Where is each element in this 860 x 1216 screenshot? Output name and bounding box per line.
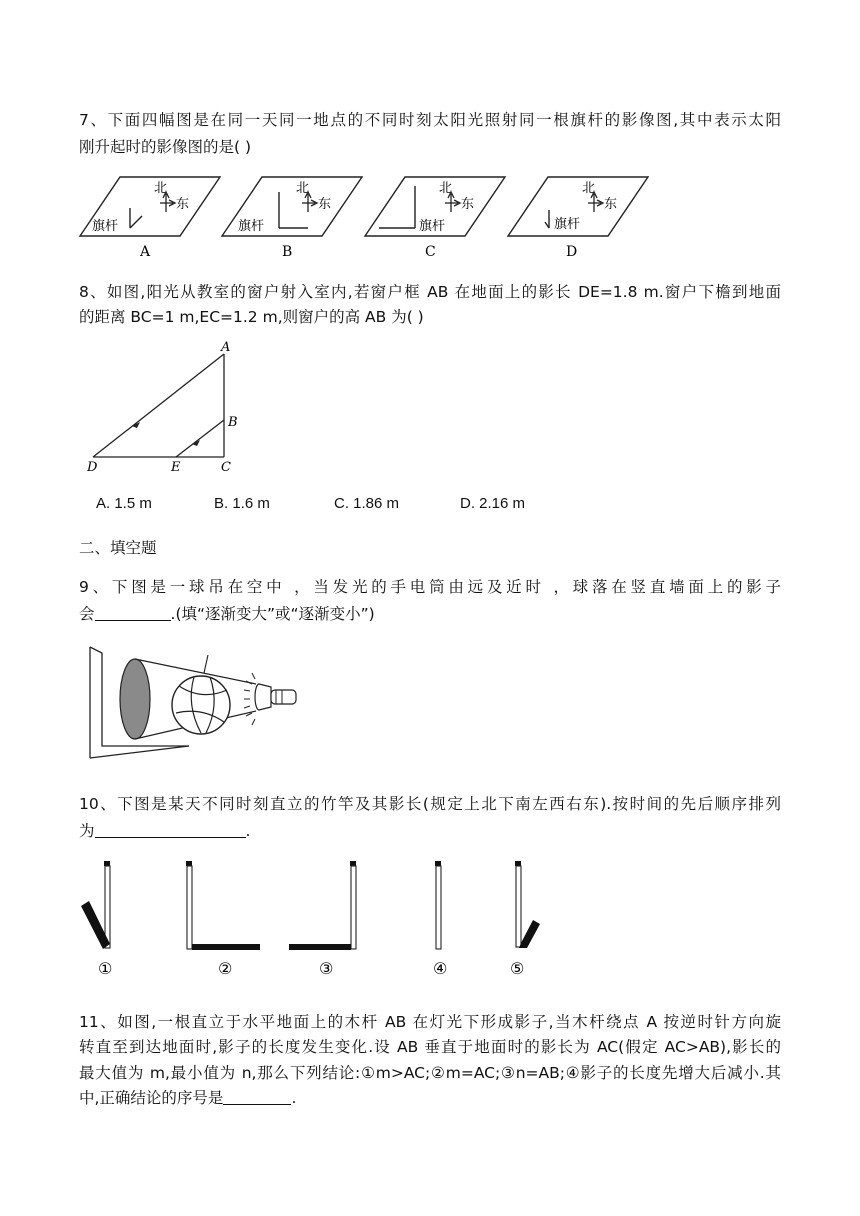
figure-label: C bbox=[425, 244, 436, 260]
ray-ad bbox=[93, 354, 224, 457]
figure-label: A bbox=[140, 244, 151, 260]
section-heading: 二、填空题 bbox=[79, 539, 157, 557]
q9-suffix: .(填“逐渐变大”或“逐渐变小”) bbox=[170, 605, 375, 623]
q9-prefix: 会 bbox=[79, 605, 95, 623]
pole-label: 旗杆 bbox=[554, 217, 581, 232]
label-3: ③ bbox=[319, 959, 334, 978]
north-label: 北 bbox=[439, 181, 453, 196]
north-label: 北 bbox=[296, 181, 310, 196]
pole-5 bbox=[516, 866, 521, 947]
shadow-5 bbox=[519, 920, 540, 948]
label-2: ② bbox=[218, 959, 233, 978]
q9-flashlight-figure bbox=[84, 643, 309, 765]
q10-text-line1: 10、下图是某天不同时刻直立的竹竿及其影长(规定上北下南左西右东).按时间的先后顺序排列 bbox=[79, 795, 781, 813]
point-e: E bbox=[171, 460, 181, 475]
q7-figure-a bbox=[80, 172, 230, 260]
q10-text-line2 bbox=[79, 819, 250, 841]
q10-poles-figure bbox=[78, 858, 538, 983]
east-label: 东 bbox=[604, 197, 618, 212]
label-1: ① bbox=[98, 959, 113, 978]
q7-figure-d bbox=[508, 172, 658, 260]
north-label: 北 bbox=[582, 181, 596, 196]
point-a: A bbox=[221, 340, 231, 355]
figure-label: D bbox=[566, 244, 578, 260]
answer-blank[interactable] bbox=[95, 822, 246, 838]
pole-label: 旗杆 bbox=[238, 219, 265, 234]
q9-text-line1: 9、下图是一球吊在空中 ，当发光的手电筒由远及近时 ，球落在竖直墙面上的影子 bbox=[79, 578, 781, 596]
q8-text-line2: 的距离 BC=1 m,EC=1.2 m,则窗户的高 AB 为( ) bbox=[79, 308, 424, 326]
pole-3 bbox=[351, 866, 356, 949]
option-c: C. 1.86 m bbox=[334, 495, 400, 512]
q7-text-line1: 7、下面四幅图是在同一天同一地点的不同时刻太阳光照射同一根旗杆的影像图,其中表示太阳 bbox=[79, 111, 781, 129]
q11-suffix: . bbox=[291, 1089, 297, 1107]
pole-4 bbox=[436, 866, 441, 949]
q7-figure-b bbox=[222, 172, 372, 260]
option-b: B. 1.6 m bbox=[214, 495, 270, 512]
answer-blank[interactable] bbox=[95, 605, 171, 621]
q11-prefix: 中,正确结论的序号是 bbox=[79, 1089, 224, 1107]
q9-text-line2 bbox=[79, 602, 375, 624]
pole-2 bbox=[187, 866, 192, 949]
q11-text-line3: 最大值为 m,最小值为 n,那么下列结论:①m>AC;②m=AC;③n=AB;④影子的长度先增大后减小.其 bbox=[79, 1064, 781, 1082]
ball bbox=[172, 676, 230, 734]
q10-prefix: 为 bbox=[79, 822, 95, 840]
shadow bbox=[130, 216, 142, 228]
q10-suffix: . bbox=[245, 822, 251, 840]
q7-text-line2: 刚升起时的影像图的是( ) bbox=[79, 138, 252, 156]
wall-shadow bbox=[120, 659, 150, 739]
east-label: 东 bbox=[461, 197, 475, 212]
ray-be bbox=[176, 420, 224, 457]
pole-label: 旗杆 bbox=[419, 219, 446, 234]
q11-text-line2: 转直至到达地面时,影子的长度发生变化.设 AB 垂直于地面时的影长为 AC(假定 AC>AB),影长的 bbox=[79, 1038, 781, 1056]
shadow-3 bbox=[289, 944, 351, 950]
label-4: ④ bbox=[433, 959, 448, 978]
point-b: B bbox=[228, 415, 238, 430]
point-c: C bbox=[221, 460, 231, 475]
east-label: 东 bbox=[318, 197, 332, 212]
option-a: A. 1.5 m bbox=[96, 495, 152, 512]
q8-text-line1: 8、如图,阳光从教室的窗户射入室内,若窗户框 AB 在地面上的影长 DE=1.8 m.窗户下檐到地面 bbox=[79, 283, 781, 301]
option-d: D. 2.16 m bbox=[460, 495, 526, 512]
figure-label: B bbox=[282, 244, 293, 260]
pole-label: 旗杆 bbox=[92, 219, 119, 234]
label-5: ⑤ bbox=[510, 959, 525, 978]
q11-text-line1: 11、如图,一根直立于水平地面上的木杆 AB 在灯光下形成影子,当木杆绕点 A 按逆时针方向旋 bbox=[79, 1013, 781, 1031]
point-d: D bbox=[87, 460, 98, 475]
answer-blank[interactable] bbox=[223, 1089, 291, 1105]
q11-text-line4 bbox=[79, 1086, 296, 1108]
east-label: 东 bbox=[176, 197, 190, 212]
north-label: 北 bbox=[154, 181, 168, 196]
q7-figure-c bbox=[365, 172, 515, 260]
shadow-2 bbox=[192, 944, 260, 950]
flashlight bbox=[259, 684, 271, 710]
q8-diagram bbox=[85, 340, 245, 475]
